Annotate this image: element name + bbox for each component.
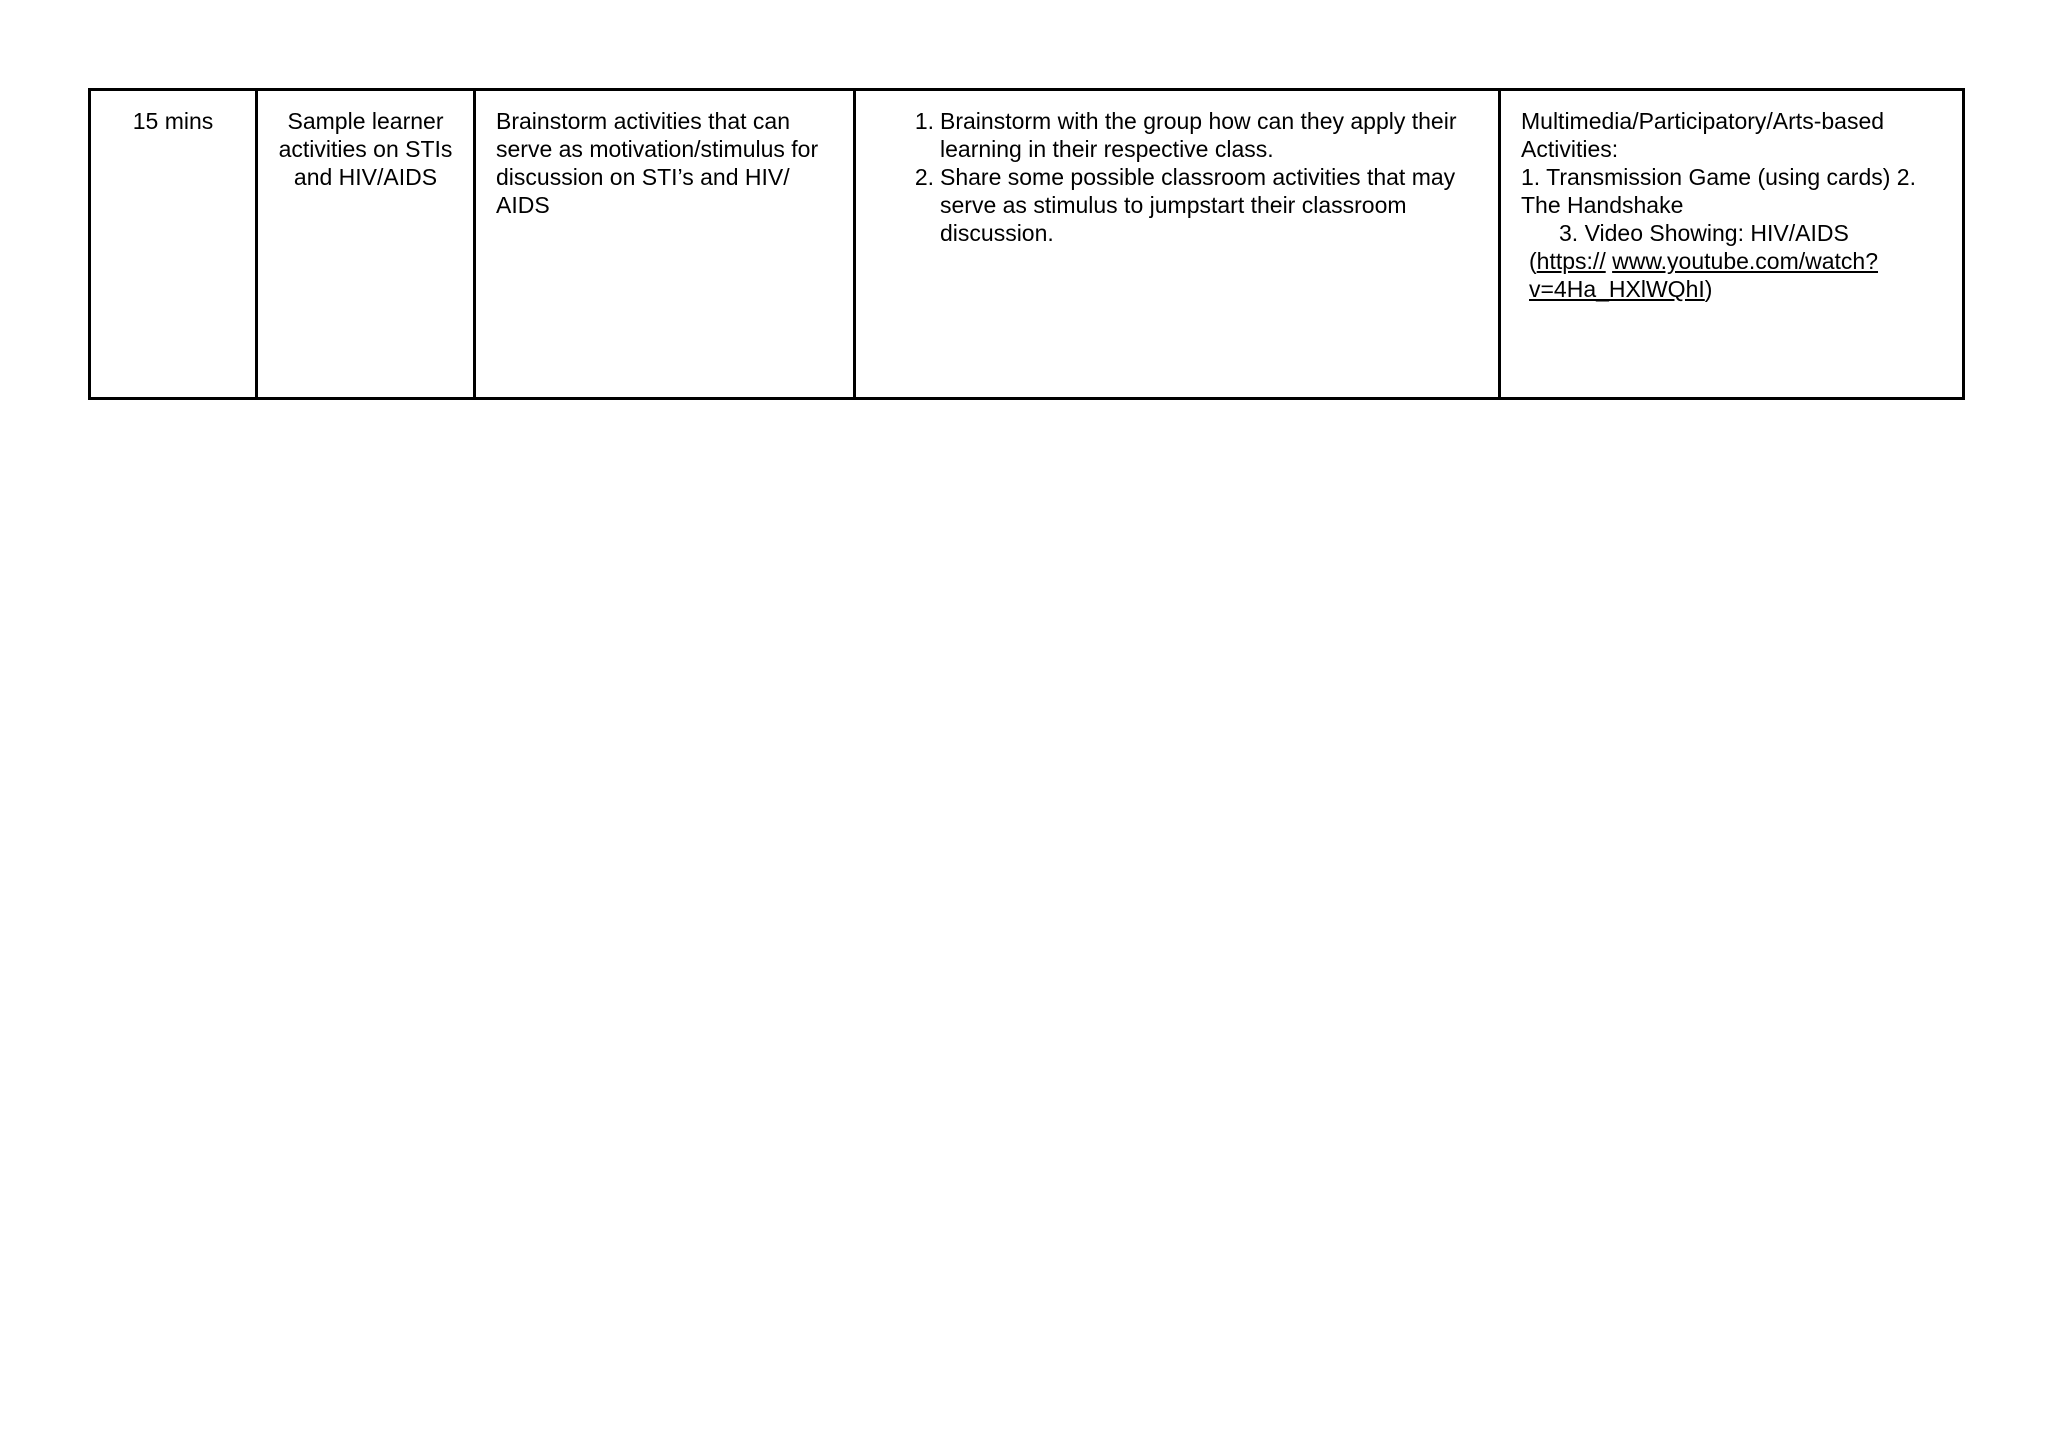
procedure-list xyxy=(876,107,1478,247)
list-item-text: Share some possible classroom activities that may serve as stimulus to jumpstart their classroom discussion. xyxy=(940,164,1456,246)
materials-heading: Multimedia/Participatory/Arts-based Activities: xyxy=(1521,108,1885,162)
video-link-line: (https:// www.youtube.com/watch?v=4Ha_HXlWQhI) xyxy=(1529,248,1879,302)
procedure-cell xyxy=(855,90,1500,399)
list-item-number: 2. xyxy=(914,164,934,190)
objective-cell xyxy=(475,90,855,399)
time-text: 15 mins xyxy=(132,108,214,134)
video-link[interactable]: www.youtube.com/watch?v=4Ha_HXlWQhI xyxy=(1529,248,1879,302)
list-item xyxy=(876,107,1478,163)
time-cell xyxy=(90,90,257,399)
video-link-scheme[interactable]: https:// xyxy=(1536,248,1606,274)
topic-text: Sample learner activities on STIs and HIV/AIDS xyxy=(278,108,453,190)
lesson-plan-table xyxy=(88,88,1965,400)
materials-item-1: 1. Transmission Game (using cards) 2. The Handshake xyxy=(1521,164,1916,218)
table-row xyxy=(90,90,1964,399)
topic-cell xyxy=(257,90,475,399)
materials-item-3: 3. Video Showing: HIV/AIDS xyxy=(1559,220,1849,246)
list-item-number: 1. xyxy=(914,108,934,134)
materials-cell xyxy=(1500,90,1964,399)
objective-text: Brainstorm activities that can serve as motivation/stimulus for discussion on STI’s and HIV/ AIDS xyxy=(496,108,819,218)
list-item xyxy=(876,163,1478,247)
list-item-text: Brainstorm with the group how can they apply their learning in their respective class. xyxy=(940,108,1457,162)
